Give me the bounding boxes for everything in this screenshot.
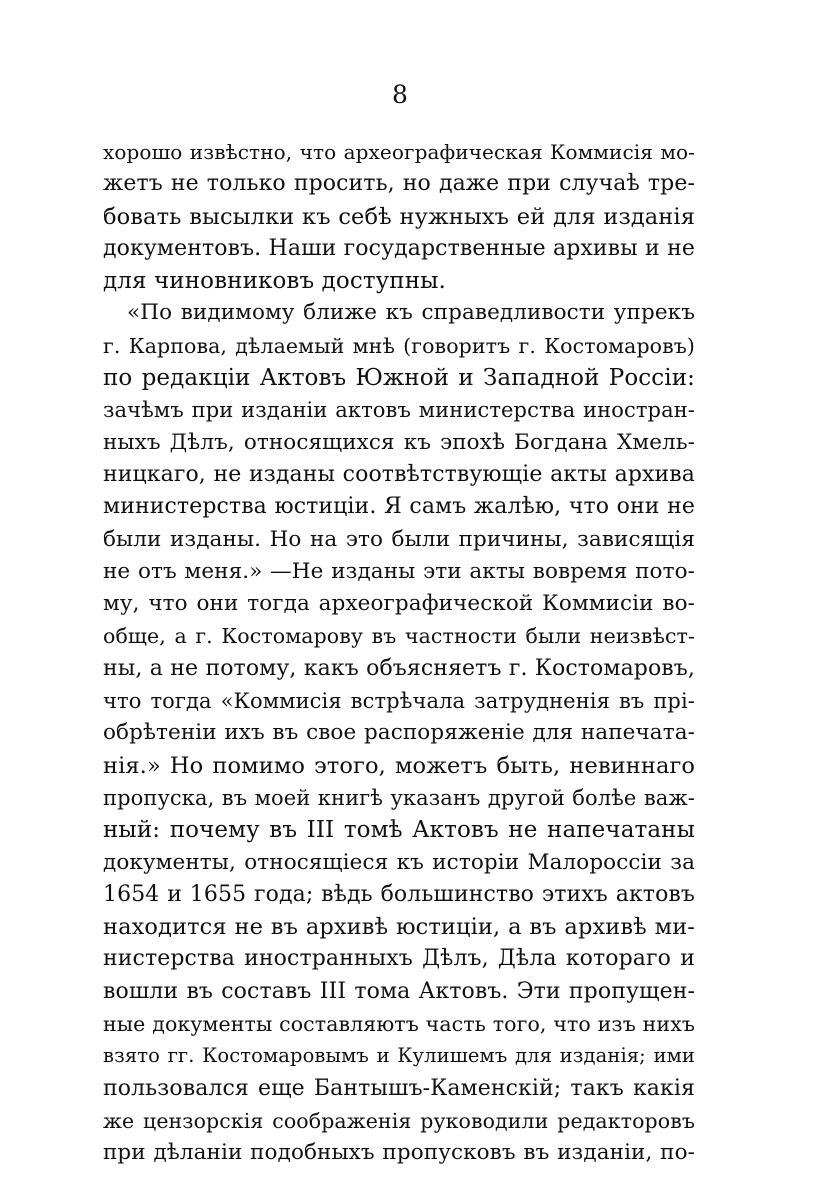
text-line: для чиновниковъ доступны. — [103, 268, 446, 295]
text-line: были изданы. Но на это были причины, зависящія — [103, 526, 695, 552]
text-line: взято гг. Костомаровымъ и Кулишемъ для изданія; ими — [103, 1044, 695, 1068]
text-line: ницкаго, не изданы соотвѣтствующіе акты архива — [103, 461, 695, 487]
body-text — [103, 136, 695, 1170]
text-line: ны, а не потому, какъ объясняетъ г. Костомаровъ, — [103, 655, 695, 681]
text-line: документы, относящіеся къ исторіи Малороссіи за — [103, 849, 695, 875]
text-line: жетъ не только просить, но даже при случаѣ тре- — [103, 171, 695, 197]
text-line: при дѣланіи подобныхъ пропусковъ въ изданіи, по- — [103, 1140, 695, 1166]
text-line: нистерства иностранныхъ Дѣлъ, Дѣла котораго и — [103, 946, 695, 972]
text-line: ные документы составляютъ часть того, что изъ нихъ — [103, 1012, 695, 1037]
text-line: министерства юстиціи. Я самъ жалѣю, что они не — [103, 494, 695, 520]
text-line: обще, а г. Костомарову въ частности были неизвѣст- — [103, 624, 695, 649]
text-line: ныхъ Дѣлъ, относящихся къ эпохѣ Богдана Хмель- — [103, 429, 695, 455]
text-line: 1654 и 1655 года; вѣдь большинство этихъ актовъ — [103, 881, 695, 907]
text-line: пропуска, въ моей книгѣ указанъ другой болѣе важ- — [103, 785, 695, 810]
text-line: хорошо извѣстно, что археографическая Коммисія мо- — [103, 140, 695, 164]
text-line: нія.» Но помимо этого, можетъ быть, невиннаго — [103, 752, 695, 779]
text-line: что тогда «Коммисія встрѣчала затрудненія въ прі- — [103, 689, 695, 714]
text-line: му, что они тогда археографической Коммисіи во- — [103, 591, 695, 617]
text-line: находится не въ архивѣ юстиціи, а въ архивѣ ми- — [103, 914, 695, 941]
text-line: «По видимому ближе къ справедливости упрекъ — [127, 300, 695, 326]
text-line: г. Карпова, дѣлаемый мнѣ (говоритъ г. Костомаровъ) — [103, 333, 695, 358]
text-line: ный: почему въ III томѣ Актовъ не напечатаны — [103, 817, 695, 844]
text-line: обрѣтеніи ихъ въ свое распоряженіе для напечата- — [103, 720, 695, 746]
text-line: вошли въ составъ III тома Актовъ. Эти пропущен- — [103, 978, 695, 1004]
text-line: документовъ. Наши государственные архивы и не — [103, 235, 695, 261]
text-line: бовать высылки къ себѣ нужныхъ ей для изданія — [103, 203, 695, 230]
text-line: пользовался еще Бантышъ-Каменскій; такъ какія — [103, 1075, 695, 1101]
page-number: 8 — [392, 80, 408, 109]
text-line: не отъ меня.» —Не изданы эти акты вовремя пото- — [103, 558, 695, 584]
text-line: зачѣмъ при изданіи актовъ министерства иностран- — [103, 398, 695, 423]
text-line: же цензорскія соображенія руководили редакторовъ — [103, 1108, 695, 1133]
text-line: по редакціи Актовъ Южной и Западной Россіи: — [103, 365, 695, 392]
